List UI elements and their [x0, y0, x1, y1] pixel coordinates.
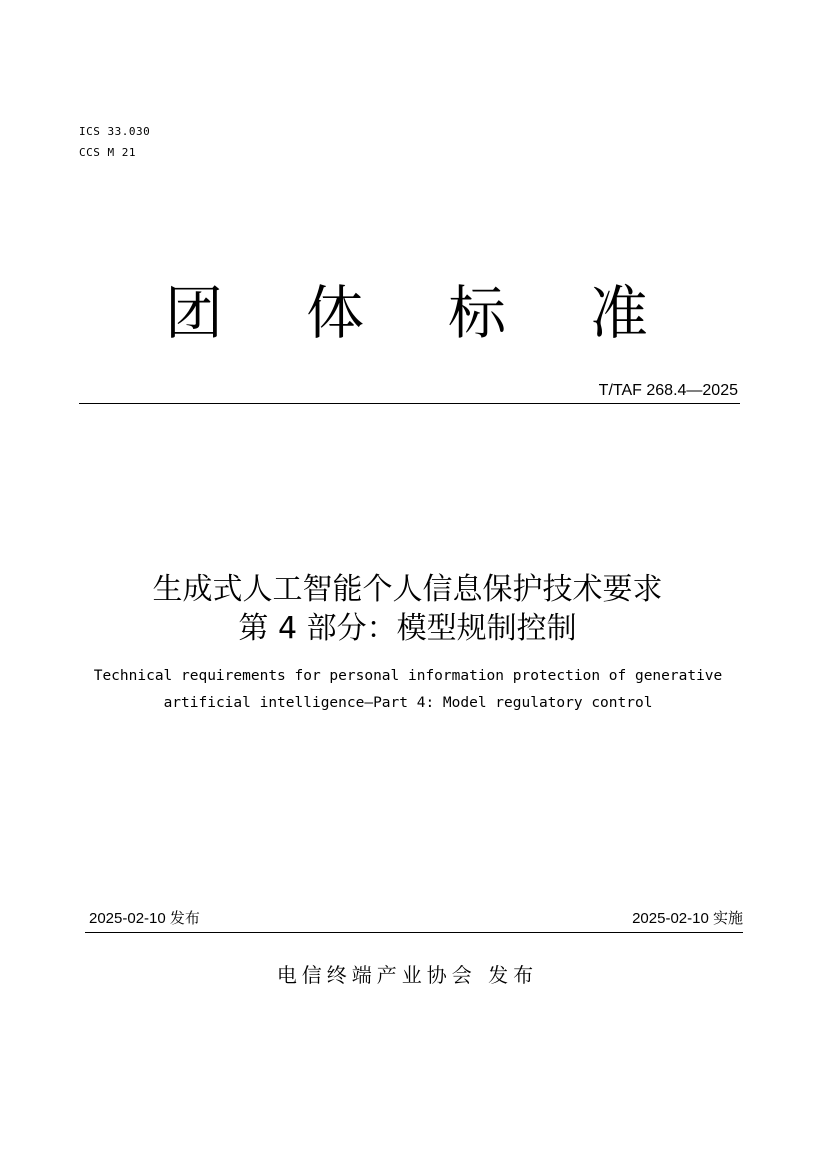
ccs-code: CCS M 21	[79, 146, 136, 159]
footer-divider	[85, 932, 743, 933]
document-type-heading	[0, 278, 815, 348]
standard-number: T/TAF 268.4—2025	[598, 382, 738, 399]
doc-type-char-4: 准	[590, 279, 649, 347]
doc-type-char-1: 团	[165, 279, 224, 347]
doc-type-char-3: 标	[448, 279, 507, 347]
publisher: 电信终端产业协会 发布	[276, 963, 539, 987]
publish-date: 2025-02-10 发布	[89, 910, 200, 927]
ics-code: ICS 33.030	[79, 125, 151, 138]
title-chinese-line-2: 第 4 部分：模型规制控制	[238, 611, 577, 646]
title-english-line-2: artificial intelligence—Part 4: Model regulatory control	[163, 695, 653, 711]
title-chinese-line-1: 生成式人工智能个人信息保护技术要求	[152, 572, 663, 607]
title-english-line-1: Technical requirements for personal information protection of generative	[93, 668, 723, 684]
doc-type-char-2: 体	[306, 279, 365, 347]
header-divider	[79, 403, 740, 404]
implement-date: 2025-02-10 实施	[632, 910, 743, 927]
